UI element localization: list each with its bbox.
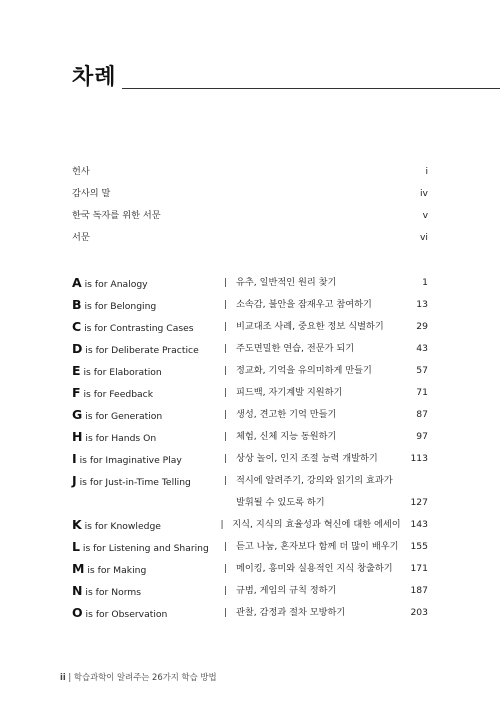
front-matter-list (72, 163, 428, 251)
footer-book-title: 학습과학이 알려주는 26가지 학습 방법 (73, 672, 217, 682)
toc-entry[interactable] (72, 294, 428, 316)
entry-divider: | (224, 365, 228, 376)
toc-entry[interactable] (72, 272, 428, 294)
page-title: 차례 (72, 65, 117, 90)
entry-korean-title: 주도면밀한 연습, 전문가 되기 (236, 343, 355, 354)
entry-letter: M (72, 561, 85, 576)
toc-entry[interactable] (72, 426, 428, 448)
entry-page: 1 (422, 277, 428, 288)
entry-letter: E (72, 363, 81, 378)
entry-divider: | (224, 475, 228, 486)
front-matter-item[interactable] (72, 163, 428, 185)
title-rule (122, 88, 500, 89)
entry-page: 57 (416, 365, 428, 376)
toc-entry[interactable] (72, 536, 428, 558)
entry-page: 143 (410, 519, 428, 530)
entry-divider: | (224, 607, 228, 618)
front-matter-page: vi (420, 232, 428, 243)
entry-korean-title: 체험, 신체 지능 동원하기 (236, 431, 337, 442)
front-matter-item[interactable] (72, 185, 428, 207)
entry-english-title: is for Hands On (82, 433, 157, 444)
entry-page: 43 (416, 343, 428, 354)
entry-letter: N (72, 583, 83, 598)
entry-divider: | (224, 321, 228, 332)
front-matter-title: 한국 독자를 위한 서문 (72, 210, 161, 221)
entry-letter: F (72, 385, 81, 400)
entry-letter: L (72, 539, 80, 554)
entry-english-title: is for Listening and Sharing (79, 543, 209, 554)
entry-divider: | (224, 541, 228, 552)
entry-letter: B (72, 297, 82, 312)
entry-korean-title: 유추, 일반적인 원리 찾기 (236, 277, 337, 288)
entry-divider: | (224, 563, 228, 574)
entry-english-title: is for Feedback (80, 389, 154, 400)
front-matter-title: 감사의 말 (72, 188, 111, 199)
entry-divider: | (224, 277, 228, 288)
entry-korean-title-line2: 발휘될 수 있도록 하기 (236, 497, 325, 508)
front-matter-page: iv (420, 188, 428, 199)
entry-english-title: is for Analogy (81, 279, 148, 290)
toc-entry[interactable] (72, 580, 428, 602)
entry-page: 127 (410, 497, 428, 508)
entry-english-title: is for Knowledge (81, 521, 161, 532)
entry-letter: G (72, 407, 83, 422)
entry-divider: | (224, 299, 228, 310)
entry-korean-title: 피드백, 자기계발 지원하기 (236, 387, 343, 398)
front-matter-title: 헌사 (72, 166, 90, 177)
entry-page: 29 (416, 321, 428, 332)
toc-entry[interactable] (72, 470, 428, 514)
entry-letter: O (72, 605, 83, 620)
front-matter-item[interactable] (72, 229, 428, 251)
front-matter-item[interactable] (72, 207, 428, 229)
entry-page: 187 (410, 585, 428, 596)
entry-korean-title: 소속감, 불안을 잠재우고 참여하기 (236, 299, 372, 310)
entry-korean-title: 메이킹, 흥미와 실용적인 지식 창출하기 (236, 563, 393, 574)
entry-english-title: is for Belonging (81, 301, 157, 312)
entry-divider: | (224, 343, 228, 354)
entry-page: 97 (416, 431, 428, 442)
toc-entry[interactable] (72, 382, 428, 404)
entry-korean-title: 정교화, 기억을 유의미하게 만들기 (236, 365, 372, 376)
entry-letter: C (72, 319, 82, 334)
entry-page: 13 (416, 299, 428, 310)
toc-entry[interactable] (72, 448, 428, 470)
entry-korean-title: 관찰, 감정과 절차 모방하기 (236, 607, 346, 618)
entry-korean-title: 상상 놀이, 인지 조절 능력 개발하기 (236, 453, 378, 464)
entry-divider: | (224, 431, 228, 442)
entry-korean-title: 비교대조 사례, 중요한 정보 식별하기 (236, 321, 384, 332)
entry-english-title: is for Observation (82, 609, 168, 620)
entry-english-title: is for Contrasting Cases (81, 323, 194, 334)
entry-english-title: is for Elaboration (80, 367, 162, 378)
entry-letter: H (72, 429, 83, 444)
entry-divider: | (224, 409, 228, 420)
chapter-list (72, 272, 428, 624)
entry-korean-title (236, 470, 400, 514)
toc-entry[interactable] (72, 558, 428, 580)
entry-page: 155 (410, 541, 428, 552)
toc-entry[interactable] (72, 514, 428, 536)
toc-entry[interactable] (72, 360, 428, 382)
entry-page: 203 (410, 607, 428, 618)
front-matter-page: v (422, 210, 428, 221)
entry-english-title: is for Generation (82, 411, 163, 422)
entry-english-title: is for Imaginative Play (76, 455, 182, 466)
entry-letter: A (72, 275, 82, 290)
footer-separator: | (68, 672, 72, 682)
entry-page: 171 (410, 563, 428, 574)
page-footer (60, 671, 217, 683)
entry-english-title: is for Norms (82, 587, 142, 598)
entry-divider: | (220, 519, 224, 530)
toc-entry[interactable] (72, 404, 428, 426)
entry-divider: | (224, 387, 228, 398)
toc-entry[interactable] (72, 316, 428, 338)
front-matter-title: 서문 (72, 232, 90, 243)
entry-divider: | (224, 585, 228, 596)
entry-letter: D (72, 341, 83, 356)
entry-page: 71 (416, 387, 428, 398)
entry-letter: I (72, 451, 77, 466)
entry-english-title: is for Deliberate Practice (82, 345, 199, 356)
entry-korean-title: 규범, 게임의 규칙 정하기 (236, 585, 337, 596)
entry-page: 87 (416, 409, 428, 420)
entry-divider: | (224, 453, 228, 464)
entry-letter: J (72, 473, 77, 488)
front-matter-page: i (425, 166, 428, 177)
toc-entry[interactable] (72, 602, 428, 624)
entry-korean-title-line1: 적시에 알려주기, 강의와 읽기의 효과가 (236, 475, 393, 486)
entry-english-title: is for Making (84, 565, 147, 576)
entry-page: 113 (410, 453, 428, 464)
entry-korean-title: 지식, 지식의 효율성과 혁신에 대한 에세이 (232, 519, 401, 530)
entry-korean-title: 생성, 견고한 기억 만들기 (236, 409, 337, 420)
entry-letter: K (72, 517, 82, 532)
toc-entry[interactable] (72, 338, 428, 360)
footer-page-number: ii (60, 672, 66, 682)
entry-korean-title: 듣고 나눔, 혼자보다 함께 더 많이 배우기 (236, 541, 399, 552)
entry-english-title: is for Just-in-Time Telling (76, 477, 191, 488)
